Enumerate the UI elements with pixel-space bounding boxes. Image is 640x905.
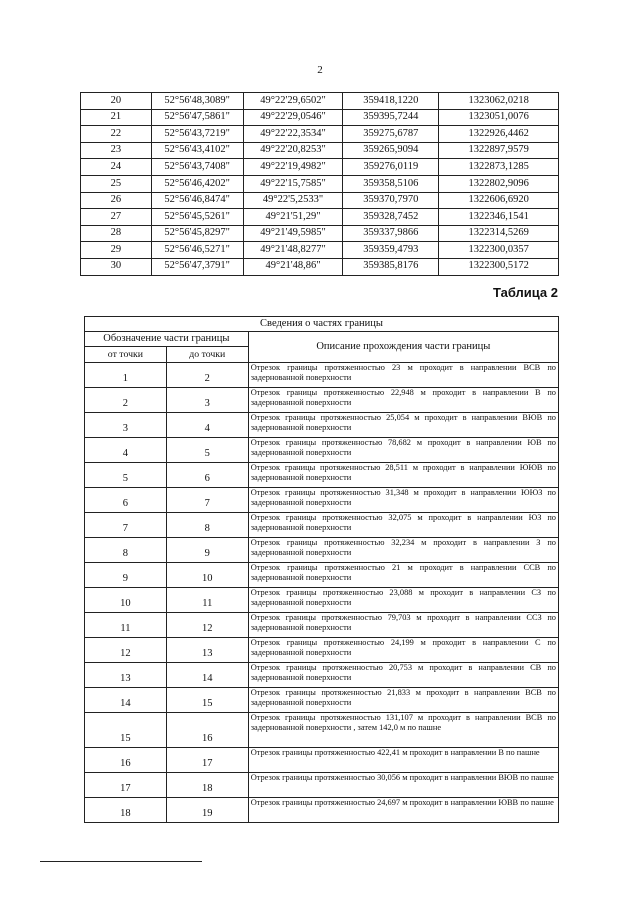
to-point-cell: 6 (166, 463, 248, 488)
table-cell: 29 (81, 242, 152, 259)
table-cell: 49°21'51,29" (243, 209, 343, 226)
description-cell: Отрезок границы протяженностью 131,107 м проходит в направлении ВСВ по задернованной поверхности , затем 142,0 м по пашне (248, 713, 558, 748)
table-row (85, 798, 559, 823)
table-cell: 359337,9866 (343, 225, 439, 242)
to-point-cell: 10 (166, 563, 248, 588)
description-cell: Отрезок границы протяженностью 22,948 м проходит в направлении В по задернованной поверхности (248, 388, 558, 413)
table-row (85, 613, 559, 638)
header-row (85, 332, 559, 347)
table-cell: 49°21'48,86" (243, 258, 343, 275)
table-caption: Сведения о частях границы (85, 317, 559, 332)
table-cell: 49°22'19,4982" (243, 159, 343, 176)
table-row (85, 513, 559, 538)
table-row (81, 109, 559, 126)
to-point-header: до точки (166, 347, 248, 363)
table-cell: 1322300,0357 (439, 242, 559, 259)
table-row (85, 413, 559, 438)
description-cell: Отрезок границы протяженностью 422,41 м проходит в направлении В по пашне (248, 748, 558, 773)
table-caption-row (85, 317, 559, 332)
table-cell: 359385,8176 (343, 258, 439, 275)
description-cell: Отрезок границы протяженностью 24,697 м проходит в направлении ЮВВ по пашне (248, 798, 558, 823)
table-row (85, 663, 559, 688)
table-cell: 23 (81, 142, 152, 159)
table-row (85, 463, 559, 488)
footer-rule (40, 861, 202, 862)
table-cell: 52°56'45,5261" (151, 209, 243, 226)
table-row (81, 126, 559, 143)
table-cell: 359265,9094 (343, 142, 439, 159)
from-point-header: от точки (85, 347, 167, 363)
to-point-cell: 15 (166, 688, 248, 713)
table-row (85, 688, 559, 713)
table-cell: 49°22'29,6502" (243, 93, 343, 110)
from-point-cell: 6 (85, 488, 167, 513)
table-row (81, 258, 559, 275)
boundary-parts-table (84, 316, 559, 823)
table-row (85, 638, 559, 663)
table-cell: 28 (81, 225, 152, 242)
from-point-cell: 2 (85, 388, 167, 413)
table-cell: 49°21'48,8277" (243, 242, 343, 259)
table-cell: 359276,0119 (343, 159, 439, 176)
table-cell: 52°56'45,8297" (151, 225, 243, 242)
from-point-cell: 11 (85, 613, 167, 638)
to-point-cell: 14 (166, 663, 248, 688)
table-cell: 52°56'46,8474" (151, 192, 243, 209)
to-point-cell: 8 (166, 513, 248, 538)
table-cell: 52°56'46,4202" (151, 175, 243, 192)
table-cell: 1322346,1541 (439, 209, 559, 226)
table-cell: 52°56'43,7408" (151, 159, 243, 176)
from-point-cell: 10 (85, 588, 167, 613)
table-cell: 26 (81, 192, 152, 209)
table-cell: 359370,7970 (343, 192, 439, 209)
from-point-cell: 5 (85, 463, 167, 488)
description-cell: Отрезок границы протяженностью 28,511 м проходит в направлении ЮЮВ по задернованной поверхности (248, 463, 558, 488)
table-row (85, 488, 559, 513)
table-cell: 49°22'29,0546" (243, 109, 343, 126)
to-point-cell: 2 (166, 363, 248, 388)
to-point-cell: 5 (166, 438, 248, 463)
table-cell: 359358,5106 (343, 175, 439, 192)
to-point-cell: 19 (166, 798, 248, 823)
description-cell: Отрезок границы протяженностью 30,056 м проходит в направлении ВЮВ по пашне (248, 773, 558, 798)
description-cell: Отрезок границы протяженностью 21,833 м проходит в направлении ВСВ по задернованной поверхности (248, 688, 558, 713)
coordinates-table (80, 92, 559, 276)
table-cell: 27 (81, 209, 152, 226)
page-number: 2 (317, 64, 323, 76)
table-row (81, 192, 559, 209)
from-point-cell: 4 (85, 438, 167, 463)
table-row (85, 363, 559, 388)
table-row (85, 713, 559, 748)
to-point-cell: 7 (166, 488, 248, 513)
to-point-cell: 9 (166, 538, 248, 563)
table-cell: 1322314,5269 (439, 225, 559, 242)
from-point-cell: 14 (85, 688, 167, 713)
table-cell: 359275,6787 (343, 126, 439, 143)
description-cell: Отрезок границы протяженностью 20,753 м проходит в направлении СВ по задернованной поверхности (248, 663, 558, 688)
from-point-cell: 8 (85, 538, 167, 563)
from-point-cell: 17 (85, 773, 167, 798)
description-cell: Отрезок границы протяженностью 21 м проходит в направлении ССВ по задернованной поверхности (248, 563, 558, 588)
table-cell: 1322802,9096 (439, 175, 559, 192)
table-cell: 1322926,4462 (439, 126, 559, 143)
description-cell: Отрезок границы протяженностью 23,088 м проходит в направлении СЗ по задернованной поверхности (248, 588, 558, 613)
table-cell: 22 (81, 126, 152, 143)
table-row (81, 209, 559, 226)
table-row (85, 388, 559, 413)
from-point-cell: 18 (85, 798, 167, 823)
to-point-cell: 11 (166, 588, 248, 613)
table-cell: 30 (81, 258, 152, 275)
to-point-cell: 12 (166, 613, 248, 638)
description-cell: Отрезок границы протяженностью 23 м проходит в направлении ВСВ по задернованной поверхности (248, 363, 558, 388)
description-cell: Отрезок границы протяженностью 79,703 м проходит в направлении ССЗ по задернованной поверхности (248, 613, 558, 638)
table-cell: 52°56'47,5861" (151, 109, 243, 126)
from-point-cell: 13 (85, 663, 167, 688)
table-row (81, 159, 559, 176)
table-row (85, 773, 559, 798)
table-row (81, 93, 559, 110)
from-point-cell: 12 (85, 638, 167, 663)
table-cell: 359328,7452 (343, 209, 439, 226)
table-cell: 49°22'15,7585" (243, 175, 343, 192)
from-point-cell: 9 (85, 563, 167, 588)
table-2-title: Таблица 2 (492, 285, 558, 300)
table-cell: 1322606,6920 (439, 192, 559, 209)
table-cell: 359359,4793 (343, 242, 439, 259)
table-cell: 1322873,1285 (439, 159, 559, 176)
table-cell: 49°21'49,5985" (243, 225, 343, 242)
table-cell: 49°22'5,2533" (243, 192, 343, 209)
from-point-cell: 16 (85, 748, 167, 773)
table-cell: 24 (81, 159, 152, 176)
description-cell: Отрезок границы протяженностью 32,234 м проходит в направлении З по задернованной поверхности (248, 538, 558, 563)
table-row (85, 538, 559, 563)
to-point-cell: 13 (166, 638, 248, 663)
table-cell: 52°56'43,7219" (151, 126, 243, 143)
table-row (81, 142, 559, 159)
table-row (81, 175, 559, 192)
table-cell: 1323051,0076 (439, 109, 559, 126)
to-point-cell: 17 (166, 748, 248, 773)
table-row (85, 588, 559, 613)
from-point-cell: 3 (85, 413, 167, 438)
to-point-cell: 18 (166, 773, 248, 798)
from-point-cell: 1 (85, 363, 167, 388)
table-row (85, 563, 559, 588)
table-cell: 52°56'46,5271" (151, 242, 243, 259)
to-point-cell: 4 (166, 413, 248, 438)
table-cell: 20 (81, 93, 152, 110)
table-cell: 49°22'22,3534" (243, 126, 343, 143)
description-cell: Отрезок границы протяженностью 24,199 м проходит в направлении С по задернованной поверхности (248, 638, 558, 663)
table-cell: 1322897,9579 (439, 142, 559, 159)
table-cell: 25 (81, 175, 152, 192)
table-cell: 1322300,5172 (439, 258, 559, 275)
table-cell: 359418,1220 (343, 93, 439, 110)
table-cell: 359395,7244 (343, 109, 439, 126)
table-cell: 1323062,0218 (439, 93, 559, 110)
from-point-cell: 15 (85, 713, 167, 748)
description-cell: Отрезок границы протяженностью 78,682 м проходит в направлении ЮВ по задернованной поверхности (248, 438, 558, 463)
table-cell: 52°56'48,3089" (151, 93, 243, 110)
to-point-cell: 3 (166, 388, 248, 413)
table-row (81, 225, 559, 242)
description-cell: Отрезок границы протяженностью 25,054 м проходит в направлении ВЮВ по задернованной поверхности (248, 413, 558, 438)
table-row (85, 748, 559, 773)
part-designation-header: Обозначение части границы (85, 332, 249, 347)
to-point-cell: 16 (166, 713, 248, 748)
description-cell: Отрезок границы протяженностью 32,075 м проходит в направлении ЮЗ по задернованной поверхности (248, 513, 558, 538)
from-point-cell: 7 (85, 513, 167, 538)
table-row (85, 438, 559, 463)
table-cell: 21 (81, 109, 152, 126)
description-cell: Отрезок границы протяженностью 31,348 м проходит в направлении ЮЮЗ по задернованной поверхности (248, 488, 558, 513)
table-row (81, 242, 559, 259)
table-cell: 52°56'47,3791" (151, 258, 243, 275)
table-cell: 49°22'20,8253" (243, 142, 343, 159)
description-header: Описание прохождения части границы (248, 332, 558, 363)
table-cell: 52°56'43,4102" (151, 142, 243, 159)
